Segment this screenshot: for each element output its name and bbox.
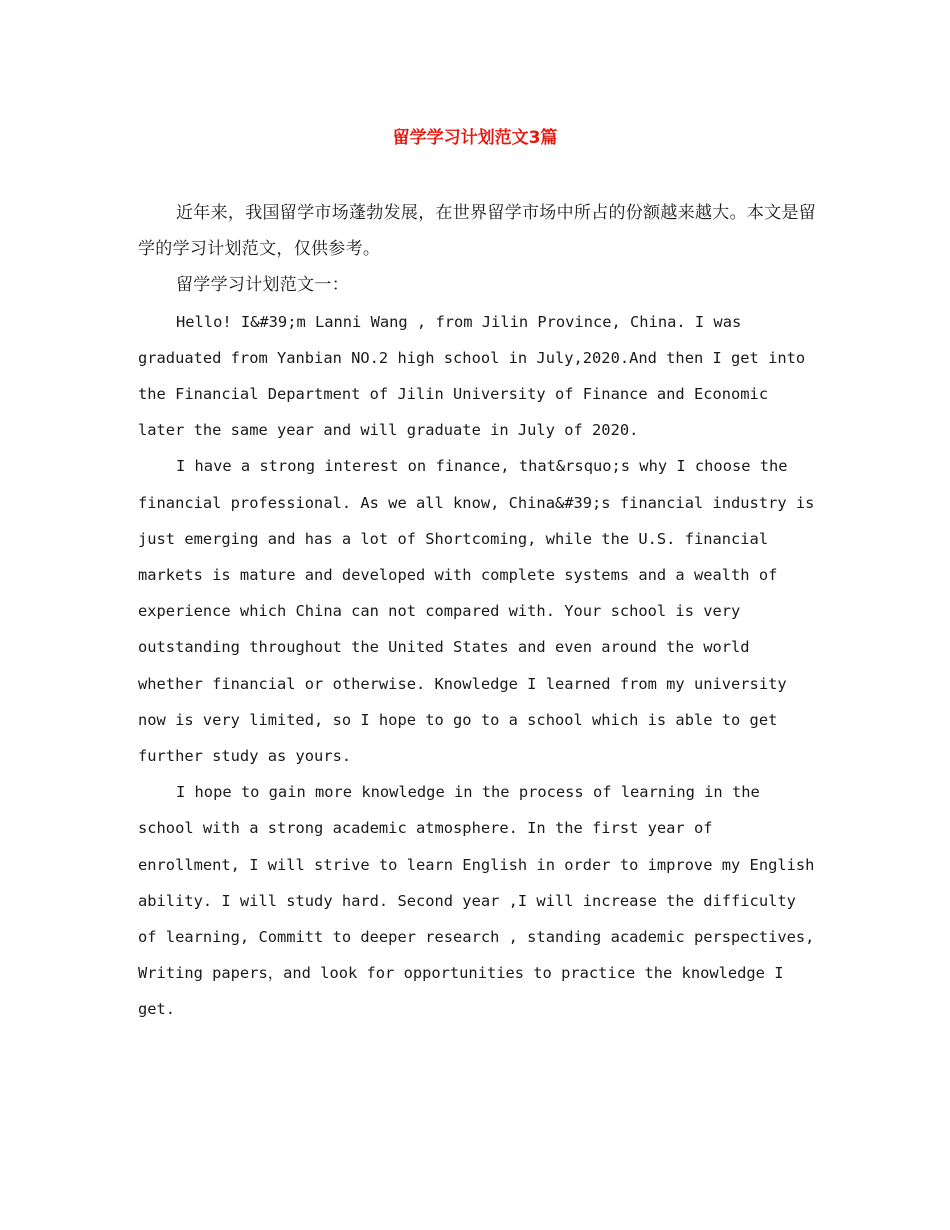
intro-paragraph: 近年来，我国留学市场蓬勃发展，在世界留学市场中所占的份额越来越大。本文是留学的学习计划范文，仅供参考。 xyxy=(138,203,817,260)
document-title: 留学学习计划范文3篇 xyxy=(392,128,558,148)
document-body xyxy=(138,195,818,1028)
paragraph-interest: I have a strong interest on finance, that&rsquo;s why I choose the financial professional. As we all know, China&#39;s financial industry is just emerging and has a lot of Shortcoming, while the U.S. financial markets is mature and developed with complete systems and a wealth of experience which China can not compared with. Your school is very outstanding throughout the United States and even around the world whether financial or otherwise. Knowledge I learned from my university now is very limited, so I hope to go to a school which is able to get further study as yours. xyxy=(138,457,815,766)
paragraph-plan: I hope to gain more knowledge in the process of learning in the school with a strong academic atmosphere. In the first year of enrollment, I will strive to learn English in order to improve my English ability. I will study hard. Second year ,I will increase the difficulty of learning, Committ to deeper research , standing academic perspectives, Writing papers，and look for opportunities to practice the knowledge I get. xyxy=(138,783,815,1019)
section-heading: 留学学习计划范文一： xyxy=(176,275,349,296)
paragraph-introduction: Hello! I&#39;m Lanni Wang , from Jilin Province, China. I was graduated from Yanbian NO.2 high school in July,2020.And then I get into the Financial Department of Jilin University of Finance and Economic later the same year and will graduate in July of 2020. xyxy=(138,312,806,440)
